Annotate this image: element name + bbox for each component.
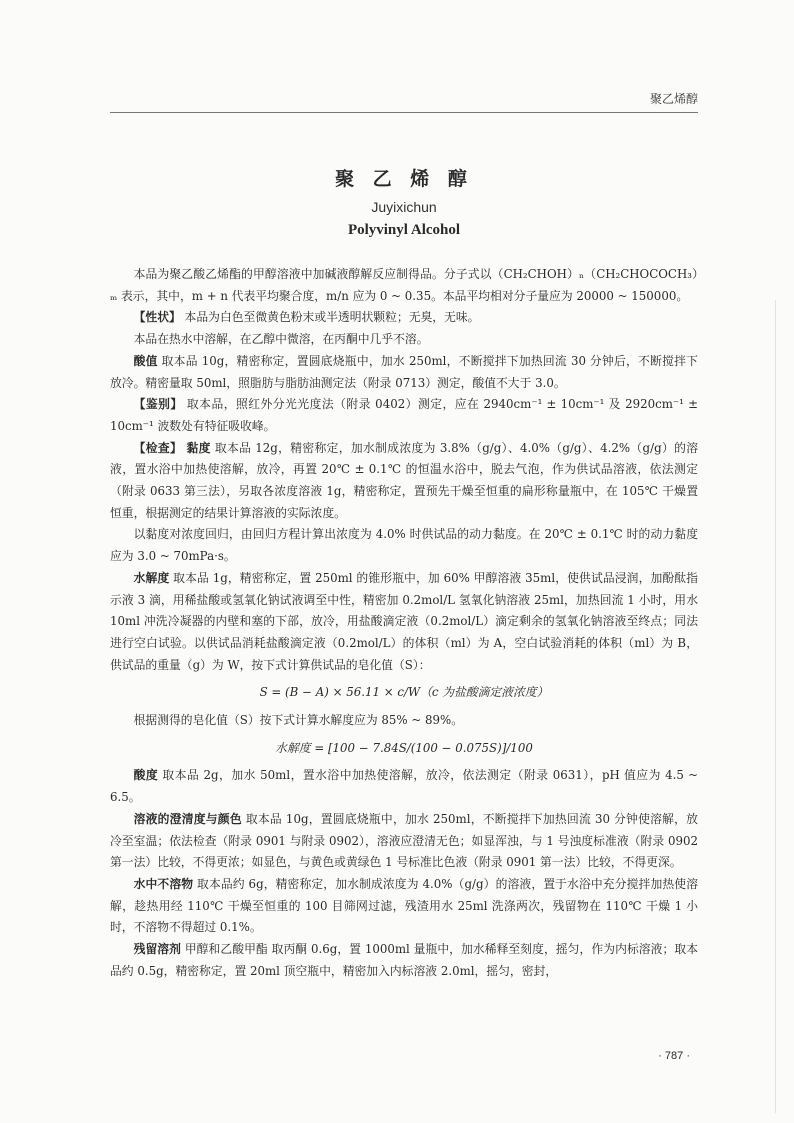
paragraph bbox=[110, 939, 698, 982]
equation-hydrolysis: 水解度 = [100 − 7.84S/(100 − 0.075S)]/100 bbox=[275, 740, 533, 755]
paragraph-text: 取本品 1g，精密称定，置 250ml 的锥形瓶中，加 60% 甲醇溶液 35ml，使供试品浸润，加酚酞指示液 3 滴，用稀盐酸或氢氧化钠试液调至中性，精密加 0.2mol/L 氢氧化钠溶液 25ml，加热回流 1 小时，用水 10ml 冲洗冷凝器的内壁和塞的下部，放冷，用盐酸滴定液（0.2mol/L）滴定剩余的氢氧化钠溶液至终点；同法进行空白试验。以供试品消耗盐酸滴定液（0.2mol/L）的体积（ml）为 A，空白试验消耗的体积（ml）为 B，供试品的重量（g）为 W，按下式计算供试品的皂化值（S）： bbox=[110, 570, 698, 672]
paragraph bbox=[110, 307, 698, 329]
paragraph bbox=[110, 438, 698, 525]
header-rule bbox=[110, 112, 698, 113]
paragraph-label: 【检查】 黏度 bbox=[133, 440, 211, 455]
paragraph-text: 本品在热水中溶解，在乙醇中微溶，在丙酮中几乎不溶。 bbox=[133, 332, 429, 347]
paragraph-label: 水解度 bbox=[133, 570, 170, 585]
paragraph bbox=[110, 568, 698, 677]
paragraph bbox=[110, 524, 698, 567]
paragraph-label: 【性状】 bbox=[133, 310, 181, 325]
paragraph: 根据测得的皂化值（S）按下式计算水解度应为 85% ~ 89%。 bbox=[133, 713, 463, 728]
paragraph-label: 溶液的澄清度与颜色 bbox=[133, 811, 242, 826]
paragraph-label: 酸度 bbox=[133, 768, 159, 783]
paragraph-text: 取本品约 6g，精密称定，加水制成浓度为 4.0%（g/g）的溶液，置于水浴中充分搅拌加热使溶解，趁热用经 110℃ 干燥至恒重的 100 目筛网过滤，残渣用水 25ml 洗涤两次，残留物在 110℃ 干燥 1 小时，不溶物不得超过 0.1%。 bbox=[110, 876, 698, 935]
edge-rule bbox=[775, 300, 776, 1113]
monograph-body bbox=[110, 264, 698, 983]
title-pinyin: Juyixichun bbox=[371, 199, 437, 215]
title-english: Polyvinyl Alcohol bbox=[347, 222, 461, 238]
paragraph-text: 以黏度对浓度回归，由回归方程计算出浓度为 4.0% 时供试品的动力黏度。在 20℃ ± 0.1℃ 时的动力黏度应为 3.0 ~ 70mPa·s。 bbox=[110, 527, 698, 564]
paragraph-text: 本品为聚乙酸乙烯酯的甲醇溶液中加碱液醇解反应制得品。分子式以（CH₂CHOH）ₙ（CH₂CHOCOCH₃）ₘ 表示，其中，m + n 代表平均聚合度，m/n 应为 0 ~ 0.35。本品平均相对分子量应为 20000 ~ 150000。 bbox=[110, 267, 698, 303]
paragraph-text: 取本品 10g，精密称定，置圆底烧瓶中，加水 250ml，不断搅拌下加热回流 30 分钟后，不断搅拌下放冷。精密量取 50ml，照脂肪与脂肪油测定法（附录 0713）测定，酸值不大于 3.0。 bbox=[110, 353, 698, 390]
paragraph bbox=[110, 351, 698, 394]
running-head: 聚乙烯醇 bbox=[649, 92, 698, 106]
paragraph-label: 酸值 bbox=[133, 353, 158, 368]
paragraph-text: 取本品 10g，置圆底烧瓶中，加水 250ml，不断搅拌下加热回流 30 分钟使溶解，放冷至室温；依法检查（附录 0901 与附录 0902），溶液应澄清无色；如显浑浊，与 1 号浊度标准液（附录 0902 第一法）比较，不得更浓；如显色，与黄色或黄绿色 1 号标准比色液（附录 0901 第一法）比较，不得更深。 bbox=[110, 811, 698, 870]
paragraph bbox=[110, 264, 698, 307]
title-chinese: 聚 乙 烯 醇 bbox=[335, 168, 473, 190]
paragraph-label: 残留溶剂 bbox=[133, 942, 182, 957]
page-number: · 787 · bbox=[658, 1050, 690, 1062]
paragraph-text: 取本品，照红外分光光度法（附录 0402）测定，应在 2940cm⁻¹ ± 10cm⁻¹ 及 2920cm⁻¹ ± 10cm⁻¹ 波数处有特征吸收峰。 bbox=[110, 397, 698, 433]
equation-saponification: S = (B − A) × 56.11 × c/W（c 为盐酸滴定液浓度） bbox=[259, 685, 549, 700]
paragraph-text: 取本品 12g，精密称定，加水制成浓度为 3.8%（g/g）、4.0%（g/g）、4.2%（g/g）的溶液，置水浴中加热使溶解，放冷，再置 20℃ ± 0.1℃ 的恒温水浴中，脱去气泡，作为供试品溶液，依法测定（附录 0633 第三法），另取各浓度溶液 1g，精密称定，置预先干燥至恒重的扁形称量瓶中，在 105℃ 干燥置恒重，根据测定的结果计算溶液的实际浓度。 bbox=[110, 440, 698, 520]
paragraph-label: 【鉴别】 bbox=[133, 397, 183, 412]
paragraph-label: 水中不溶物 bbox=[133, 876, 194, 891]
paragraph-text: 本品为白色至微黄色粉末或半透明状颗粒；无臭，无味。 bbox=[180, 310, 480, 325]
paragraph bbox=[110, 874, 698, 939]
paragraph bbox=[110, 394, 698, 437]
paragraph bbox=[110, 765, 698, 808]
paragraph-text: 取本品 2g，加水 50ml，置水浴中加热使溶解，放冷，依法测定（附录 0631），pH 值应为 4.5 ~ 6.5。 bbox=[110, 768, 698, 805]
title-block bbox=[110, 166, 698, 240]
paragraph bbox=[110, 329, 698, 351]
paragraph-text: 甲醇和乙酸甲酯 取丙酮 0.6g，置 1000ml 量瓶中，加水稀释至刻度，摇匀，作为内标溶液；取本品约 0.5g，精密称定，置 20ml 顶空瓶中，精密加入内标溶液 2.0ml，摇匀，密封， bbox=[110, 942, 698, 978]
paragraph bbox=[110, 809, 698, 874]
